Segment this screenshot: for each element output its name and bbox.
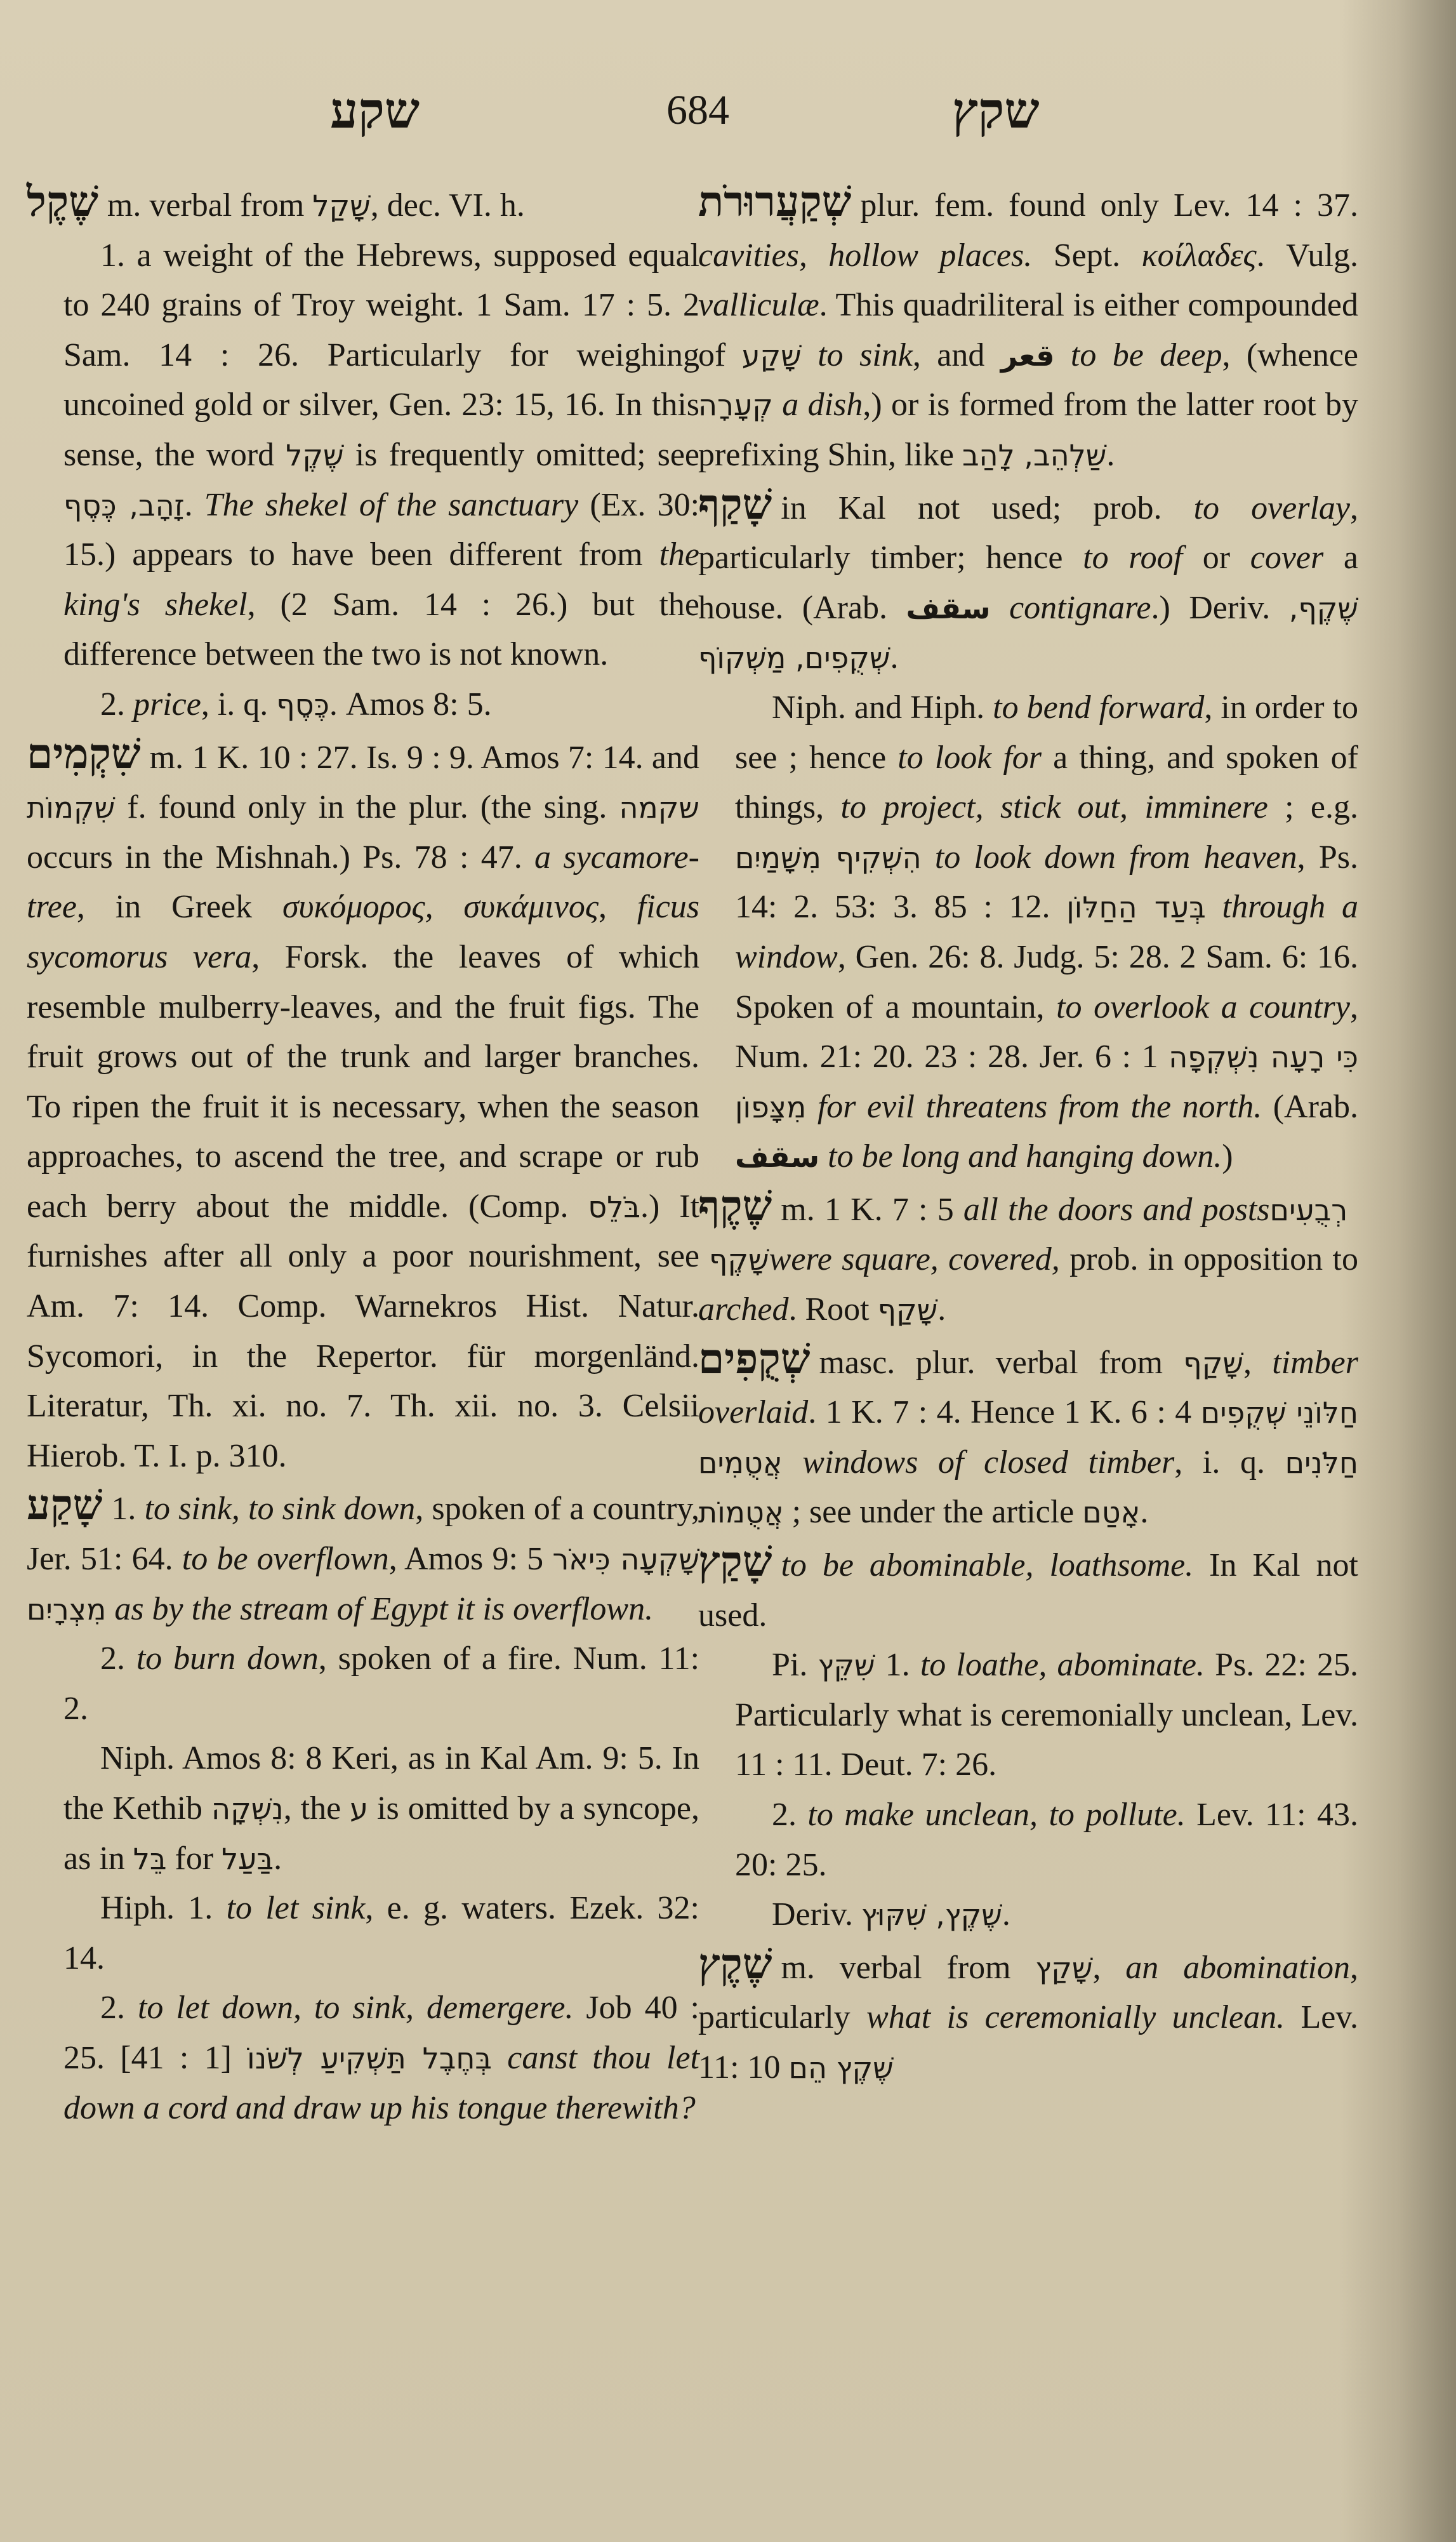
- piel-1: Pi. שִׁקֵּץ 1. to loathe, abominate. Ps. 22: 25. Particularly what is ceremonially unclean, Lev. 11 : 11. Deut. 7: 26.: [735, 1647, 1358, 1783]
- entry-body: שִׁקְמִים m. 1 K. 10 : 27. Is. 9 : 9. Amos 7: 14. and שִׁקְמוֹת f. found only in the plur. (the sing. שקמה occurs in the Mishnah.) Ps. 78 : 47. a sycamore-tree, in Greek συκόμορος, συκάμινος, ficus sycomorus vera, Forsk. the leaves of which resemble mulberry-leaves, and the fruit figs. The fruit grows out of the trunk and larger branches. To ripen the fruit it is necessary, when the season approaches, to ascend the tree, and scrape or rub each berry about the middle. (Comp. בֹּלֵס.) It furnishes after all only a poor nourishment, see Am. 7: 14. Comp. Warnekros Hist. Natur. Sycomori, in the Repertor. für morgenländ. Literatur, Th. xi. no. 7. Th. xii. no. 3. Celsii Hierob. T. I. p. 310.: [27, 731, 700, 1474]
- running-head-left-word: שקע: [330, 83, 420, 138]
- headword: שָׁקַף: [698, 481, 772, 528]
- entry-body: שֶׁקֶץ m. verbal from שָׁקַץ, an abomination, particularly what is ceremonially unclean. Lev. 11: 10 שֶׁקֶץ הֵם: [698, 1941, 1359, 2086]
- entry-body: שְׁקַעֲרוּרֹת plur. fem. found only Lev. 14 : 37. cavities, hollow places. Sept. κοίλαδες. Vulg. valliculæ. This quadriliteral is either compounded of שָׁקַע to sink, and قعر to be deep, (whence קְעָרָה a dish,) or is formed from the latter root by prefixing Shin, like שַׁלְהֵב, לָהַב.: [698, 179, 1358, 473]
- headword: שֶׁקֶץ: [698, 1941, 772, 1988]
- derivatives: Deriv. שֶׁקֶץ, שִׁקּוּץ.: [772, 1896, 1010, 1933]
- entry-body: שְׁקֻפִים masc. plur. verbal from שָׁקַף, timber overlaid. 1 K. 7 : 4. Hence 1 K. 6 : 4 חַלּוֹנֵי שְׁקֻפִים אֲטֻמִים windows of closed timber, i. q. חַלֹּנִים אֲטֻמוֹת ; see under the article אָטַם.: [698, 1336, 1359, 1531]
- running-head: [0, 83, 1456, 152]
- entry-shaqa: [27, 1481, 699, 2133]
- hiphil-1: Hiph. 1. to let sink, e. g. waters. Ezek. 32: 14.: [63, 1890, 700, 1976]
- entry-shiqmim: [27, 730, 699, 1482]
- hiphil-2: 2. to let down, to sink, demergere. Job 40 : 25. [41 : 1] בְּחֶבֶל תַּשְׁקִיעַ לְשֹׁנוֹ canst thou let down a cord and draw up his tongue therewith?: [63, 1990, 700, 2126]
- entry-body: שֶׁקֶף m. 1 K. 7 : 5 all the doors and posts רְבֻעִים שָׁקֶף were square, covered, prob. in opposition to arched. Root שָׁקַף.: [698, 1183, 1358, 1328]
- entry-shaqats: [698, 1538, 1358, 1940]
- piel-2: 2. to make unclean, to pollute. Lev. 11: 43. 20: 25.: [735, 1797, 1358, 1883]
- headword: שֶׁקֶף: [698, 1183, 772, 1230]
- niphal: Niph. Amos 8: 8 Keri, as in Kal Am. 9: 5. In the Kethib נִשְׁקָה, the ע is omitted by a syncope, as in בֵּל for בַּעַל.: [63, 1740, 699, 1877]
- sense-1: שָׁקַע 1. to sink, to sink down, spoken of a country, Jer. 51: 64. to be overflown, Amos 9: 5 שָׁקְעָה כִּיאֹר מִצְרָיִם as by the stream of Egypt it is overflown.: [27, 1482, 700, 1627]
- entry-sheqaarurot: [698, 178, 1358, 481]
- running-head-right-word: שקץ: [952, 83, 1040, 138]
- entry-sheqef: [698, 1182, 1358, 1335]
- entry-intro: שֶׁקֶל m. verbal from שָׁקַל, dec. VI. h.: [27, 178, 699, 231]
- right-column: [698, 178, 1358, 2093]
- page-number: 684: [666, 87, 729, 133]
- entry-sheqets: [698, 1940, 1358, 2093]
- entry-intro: שָׁקַף in Kal not used; prob. to overlay, particularly timber; hence to roof or cover a house. (Arab. سقف contignare.) Deriv. שֶׁקֶף, שְׁקֻפִים, מַשְׁקוֹף.: [698, 481, 1359, 676]
- headword: שָׁקַץ: [698, 1539, 772, 1586]
- entry-shaqaf: [698, 481, 1358, 1182]
- entry-shekel: [27, 178, 699, 730]
- headword: שְׁקַעֲרוּרֹת: [698, 179, 852, 225]
- entry-intro: שָׁקַץ to be abominable, loathsome. In Kal not used.: [698, 1539, 1358, 1634]
- headword: שֶׁקֶל: [27, 179, 98, 225]
- niphal-hiphil: Niph. and Hiph. to bend forward, in order to see ; hence to look for a thing, and spoken of things, to project, stick out, imminere ; e.g. הִשְׁקִיף מִשָּׁמַיִם to look down from heaven, Ps. 14: 2. 53: 3. 85 : 12. בְּעַד הַחַלּוֹן through a window, Gen. 26: 8. Judg. 5: 28. 2 Sam. 6: 16. Spoken of a mountain, to overlook a country, Num. 21: 20. 23 : 28. Jer. 6 : 1 כִּי רָעָה נִשְׁקְפָה מִצָּפוֹן for evil threatens from the north. (Arab. سقف to be long and hanging down.): [735, 689, 1359, 1175]
- entry-sheqafim: [698, 1335, 1358, 1538]
- sense-1: 1. a weight of the Hebrews, supposed equal to 240 grains of Troy weight. 1 Sam. 17 : 5. 2 Sam. 14 : 26. Particularly for weighing uncoined gold or silver, Gen. 23: 15, 16. In this sense, the word שֶׁקֶל is frequently omitted; see זָהָב, כֶּסֶף. The shekel of the sanctuary (Ex. 30: 15.) appears to have been different from the king's shekel, (2 Sam. 14 : 26.) but the difference between the two is not known.: [63, 237, 700, 673]
- sense-2: 2. to burn down, spoken of a fire. Num. 11: 2.: [63, 1640, 700, 1727]
- headword: שָׁקַע: [27, 1482, 103, 1529]
- headword: שִׁקְמִים: [27, 731, 141, 778]
- sense-2: 2. price, i. q. כֶּסֶף. Amos 8: 5.: [100, 686, 492, 722]
- left-column: [27, 178, 699, 2133]
- headword: שְׁקֻפִים: [698, 1336, 811, 1383]
